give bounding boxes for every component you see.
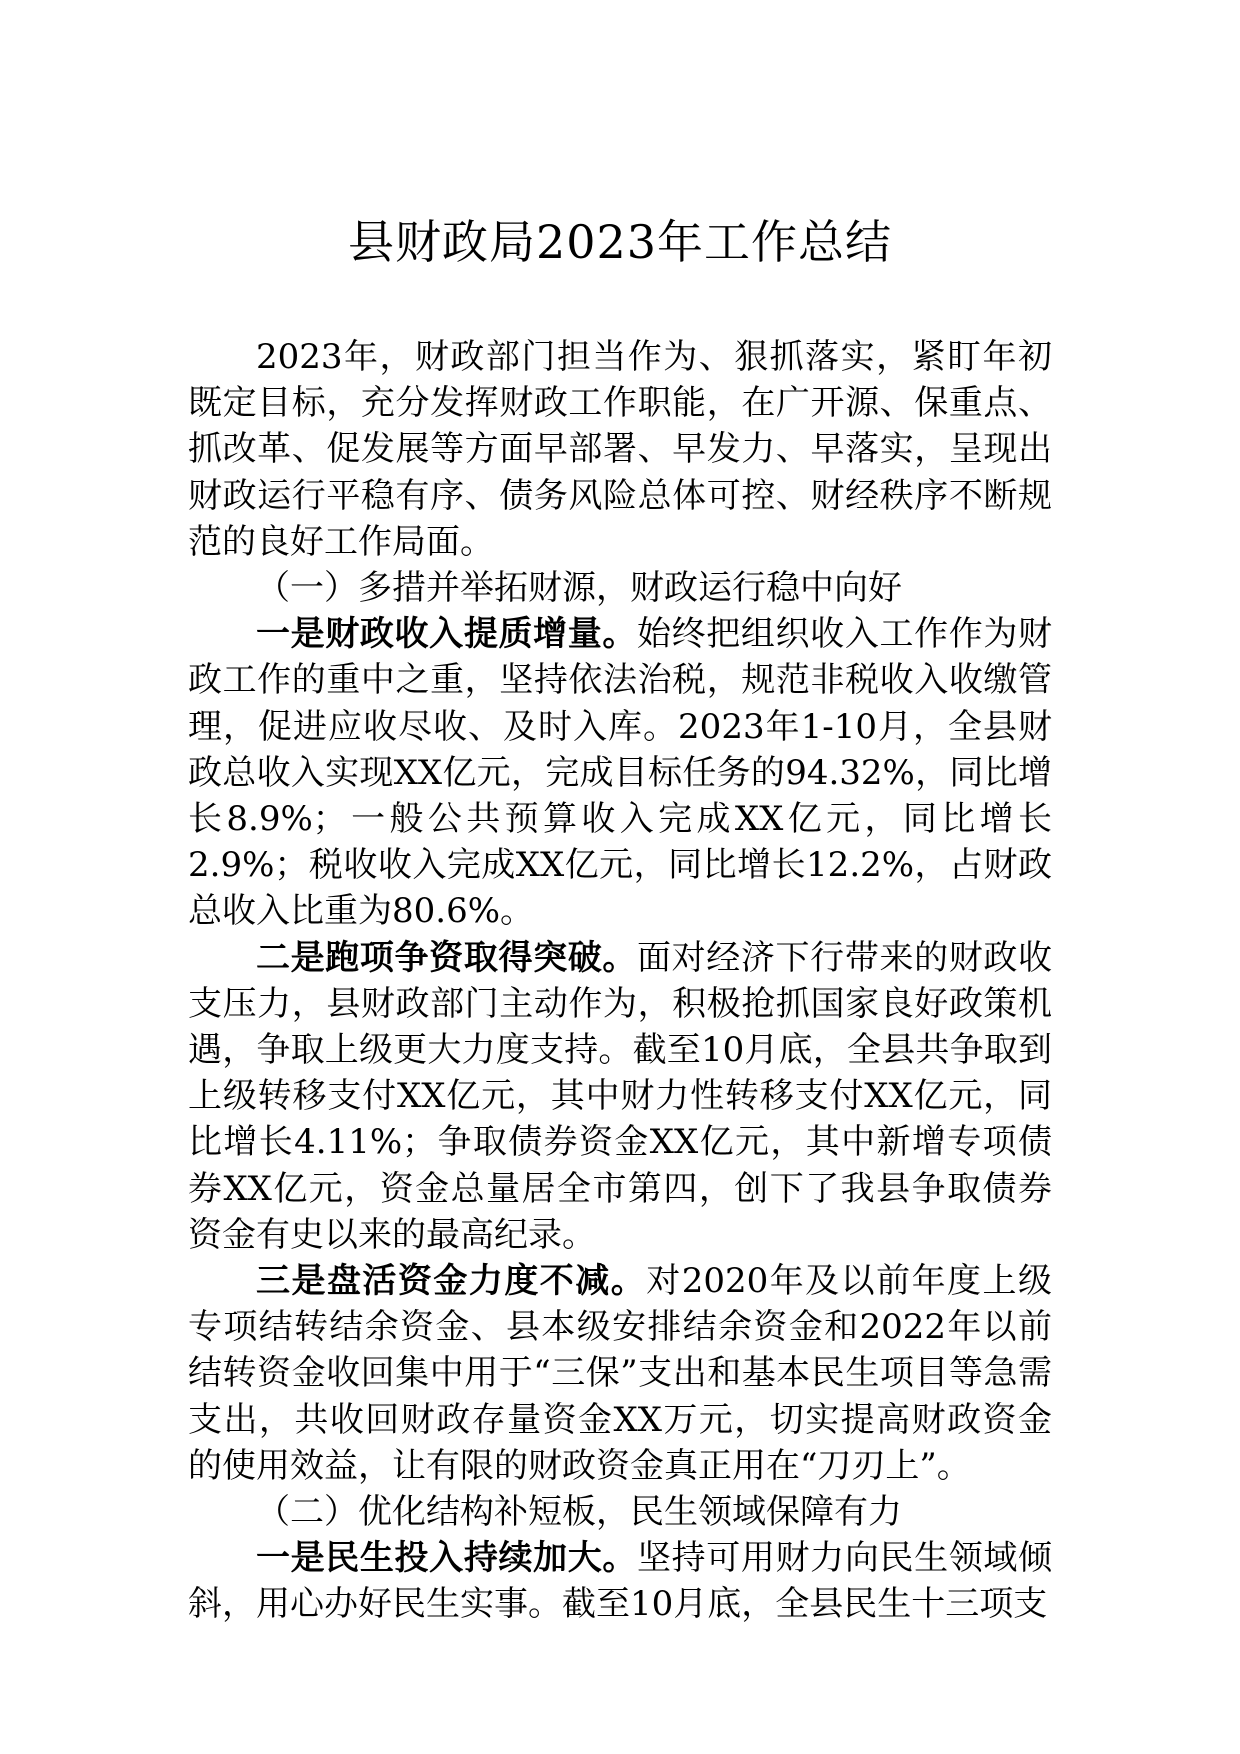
item-lead: 三是盘活资金力度不减。 [256,1261,647,1302]
item-text: 坚持可用财力向民生领域倾斜，用心办好民生实事。截至10月底，全县民生十三项支 [188,1538,1052,1625]
section-2-heading: （二）优化结构补短板，民生领域保障有力 [256,1492,902,1533]
section-1-heading: （一）多措并举拓财源，财政运行稳中向好 [256,568,902,609]
item-text: 对2020年及以前年度上级专项结转结余资金、县本级安排结余资金和2022年以前结转资金收回集中用于“三保”支出和基本民生项目等急需支出，共收回财政存量资金XX万元，切实提高财政资金的使用效益，让有限的财政资金真正用在“刀刃上”。 [188,1261,1053,1486]
section-1-item-2 [188,935,1052,1258]
item-lead: 二是跑项争资取得突破。 [256,937,637,978]
section-1-item-1 [188,611,1052,934]
item-text: 面对经济下行带来的财政收支压力，县财政部门主动作为，积极抢抓国家良好政策机遇，争取上级更大力度支持。截至10月底，全县共争取到上级转移支付XX亿元，其中财力性转移支付XX亿元，同比增长4.11%；争取债券资金XX亿元，其中新增专项债券XX亿元，资金总量居全市第四，创下了我县争取债券资金有史以来的最高纪录。 [188,937,1052,1255]
item-lead: 一是民生投入持续加大。 [256,1538,637,1579]
item-text: 始终把组织收入工作作为财政工作的重中之重，坚持依法治税，规范非税收入收缴管理，促进应收尽收、及时入库。2023年1-10月，全县财政总收入实现XX亿元，完成目标任务的94.32%，同比增长8.9%；一般公共预算收入完成XX亿元，同比增长2.9%；税收收入完成XX亿元，同比增长12.2%，占财政总收入比重为80.6%。 [188,614,1052,932]
item-lead: 一是财政收入提质增量。 [256,614,637,655]
intro-paragraph: 2023年，财政部门担当作为、狠抓落实，紧盯年初既定目标，充分发挥财政工作职能，在广开源、保重点、抓改革、促发展等方面早部署、早发力、早落实，呈现出财政运行平稳有序、债务风险总体可控、财经秩序不断规范的良好工作局面。 [188,337,1052,562]
document-title: 县财政局2023年工作总结 [347,215,893,269]
section-2-item-1 [188,1535,1052,1627]
document-body [188,334,1052,1628]
section-1-item-3 [188,1258,1052,1489]
